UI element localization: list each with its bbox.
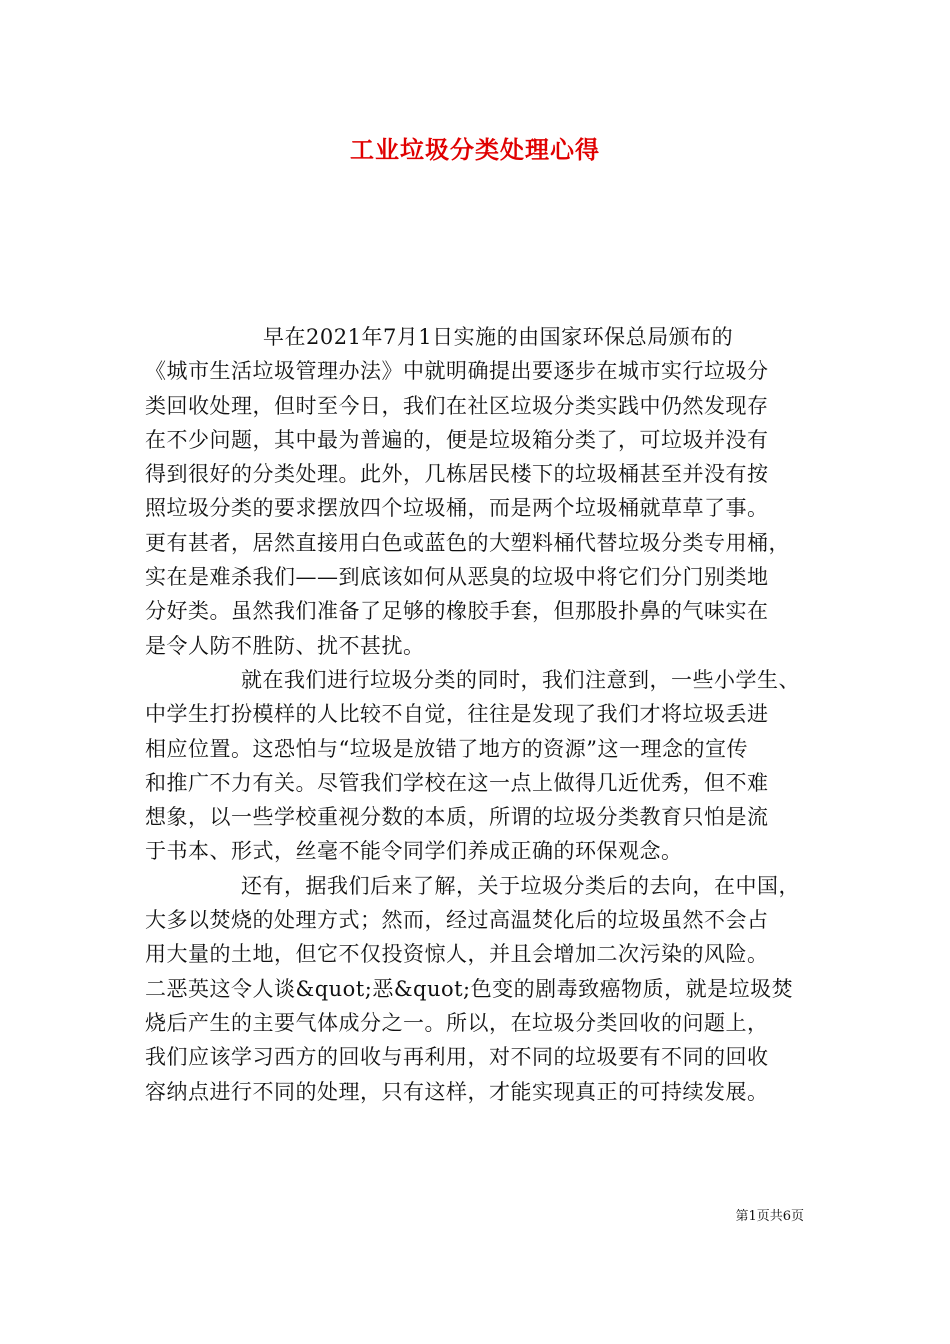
- text-line: 更有甚者，居然直接用白色或蓝色的大塑料桶代替垃圾分类专用桶，: [145, 530, 790, 555]
- paragraph-3: [145, 869, 805, 1109]
- text-line: 大多以焚烧的处理方式；然而，经过高温焚化后的垃圾虽然不会占: [145, 908, 769, 933]
- page-number: 第1页共6页: [735, 1209, 804, 1224]
- text-line: 得到很好的分类处理。此外，几栋居民楼下的垃圾桶甚至并没有按: [145, 462, 769, 487]
- text-line: 想象，以一些学校重视分数的本质，所谓的垃圾分类教育只怕是流: [145, 805, 769, 830]
- text-line: 用大量的土地，但它不仅投资惊人，并且会增加二次污染的风险。: [145, 942, 769, 967]
- text-line: 类回收处理，但时至今日，我们在社区垃圾分类实践中仍然发现存: [145, 393, 769, 418]
- text-line: 分好类。虽然我们准备了足够的橡胶手套，但那股扑鼻的气味实在: [145, 599, 769, 624]
- text-line: 还有，据我们后来了解，关于垃圾分类后的去向，在中国，: [241, 873, 800, 898]
- text-line: 在不少问题，其中最为普遍的，便是垃圾箱分类了，可垃圾并没有: [145, 427, 769, 452]
- text-line: 于书本、形式，丝毫不能令同学们养成正确的环保观念。: [145, 839, 683, 864]
- text-line: 中学生打扮模样的人比较不自觉，往往是发现了我们才将垃圾丢进: [145, 702, 769, 727]
- document-body: [145, 320, 805, 1109]
- document-title: 工业垃圾分类处理心得: [350, 135, 600, 164]
- paragraph-2: [145, 663, 805, 869]
- text-line: 我们应该学习西方的回收与再利用，对不同的垃圾要有不同的回收: [145, 1045, 769, 1070]
- text-line: 容纳点进行不同的处理，只有这样，才能实现真正的可持续发展。: [145, 1079, 769, 1104]
- text-line: 相应位置。这恐怕与“垃圾是放错了地方的资源”这一理念的宣传: [145, 736, 748, 761]
- text-line: 就在我们进行垃圾分类的同时，我们注意到，一些小学生、: [241, 667, 800, 692]
- text-line: 是令人防不胜防、扰不甚扰。: [145, 633, 425, 658]
- text-line: 照垃圾分类的要求摆放四个垃圾桶，而是两个垃圾桶就草草了事。: [145, 496, 769, 521]
- text-line: 烧后产生的主要气体成分之一。所以，在垃圾分类回收的问题上，: [145, 1010, 769, 1035]
- text-line: 和推广不力有关。尽管我们学校在这一点上做得几近优秀，但不难: [145, 770, 769, 795]
- text-line: 实在是难杀我们——到底该如何从恶臭的垃圾中将它们分门别类地: [145, 565, 769, 590]
- paragraph-1: [145, 320, 805, 663]
- text-line: 二恶英这令人谈&quot;恶&quot;色变的剧毒致癌物质，就是垃圾焚: [145, 976, 794, 1001]
- text-line: 《城市生活垃圾管理办法》中就明确提出要逐步在城市实行垃圾分: [145, 359, 769, 384]
- text-line: 早在2021年7月1日实施的由国家环保总局颁布的: [263, 325, 734, 349]
